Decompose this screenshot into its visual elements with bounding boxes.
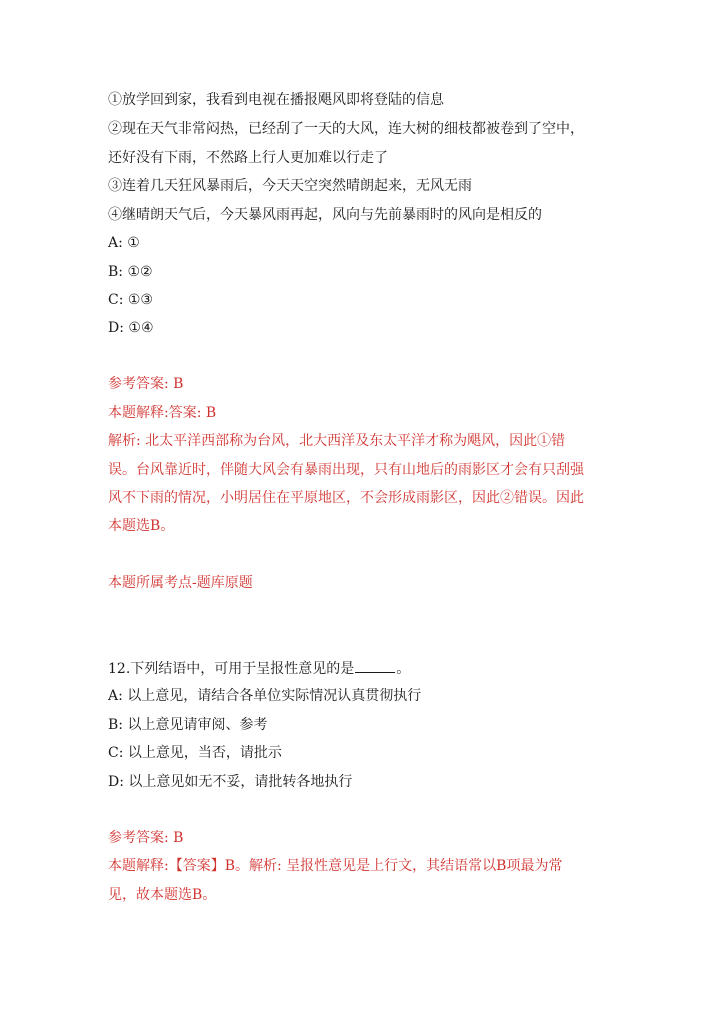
q12-option-a: A: 以上意见，请结合各单位实际情况认真贯彻执行: [108, 688, 422, 704]
option-d: D: ①④: [108, 320, 154, 336]
analysis-line-1: 解析: 北太平洋西部称为台风，北大西洋及东太平洋才称为飓风，因此①错: [108, 433, 566, 449]
statement-2: ②现在天气非常闷热，已经刮了一天的大风，连大树的细枝都被卷到了空中，: [108, 121, 584, 137]
q12-answer: 参考答案: B: [108, 830, 184, 846]
option-c: C: ①③: [108, 292, 153, 308]
analysis-line-2: 误。台风靠近时，伴随大风会有暴雨出现，只有山地后的雨影区才会有只刮强: [108, 462, 584, 478]
analysis-line-3: 风不下雨的情况，小明居住在平原地区，不会形成雨影区，因此②错误。因此: [108, 490, 584, 506]
q12-option-d: D: 以上意见如无不妥，请批转各地执行: [108, 774, 353, 790]
source-tag: 本题所属考点-题库原题: [108, 575, 253, 591]
analysis-line-4: 本题选B。: [108, 518, 175, 534]
statement-1: ①放学回到家，我看到电视在播报飓风即将登陆的信息: [108, 92, 444, 108]
answer: 参考答案: B: [108, 376, 184, 392]
question-12-stem: [108, 658, 608, 678]
statement-2-cont: 还好没有下雨，不然路上行人更加难以行走了: [108, 150, 388, 166]
q12-explanation-line-2: 见，故本题选B。: [108, 887, 217, 903]
question-stem-end: 。: [396, 661, 411, 677]
q12-explanation-line-1: 本题解释:【答案】B。解析: 呈报性意见是上行文，其结语常以B项最为常: [108, 858, 563, 874]
question-stem-text: 12.下列结语中，可用于呈报性意见的是: [108, 661, 355, 677]
statement-4: ④继晴朗天气后，今天暴风雨再起，风向与先前暴雨时的风向是相反的: [108, 207, 542, 223]
option-a: A: ①: [108, 235, 140, 251]
statement-3: ③连着几天狂风暴雨后，今天天空突然晴朗起来，无风无雨: [108, 178, 472, 194]
answer-blank: [355, 658, 395, 673]
explanation-title: 本题解释:答案: B: [108, 405, 217, 421]
q12-option-b: B: 以上意见请审阅、参考: [108, 717, 268, 733]
q12-option-c: C: 以上意见，当否，请批示: [108, 745, 282, 761]
option-b: B: ①②: [108, 264, 153, 280]
